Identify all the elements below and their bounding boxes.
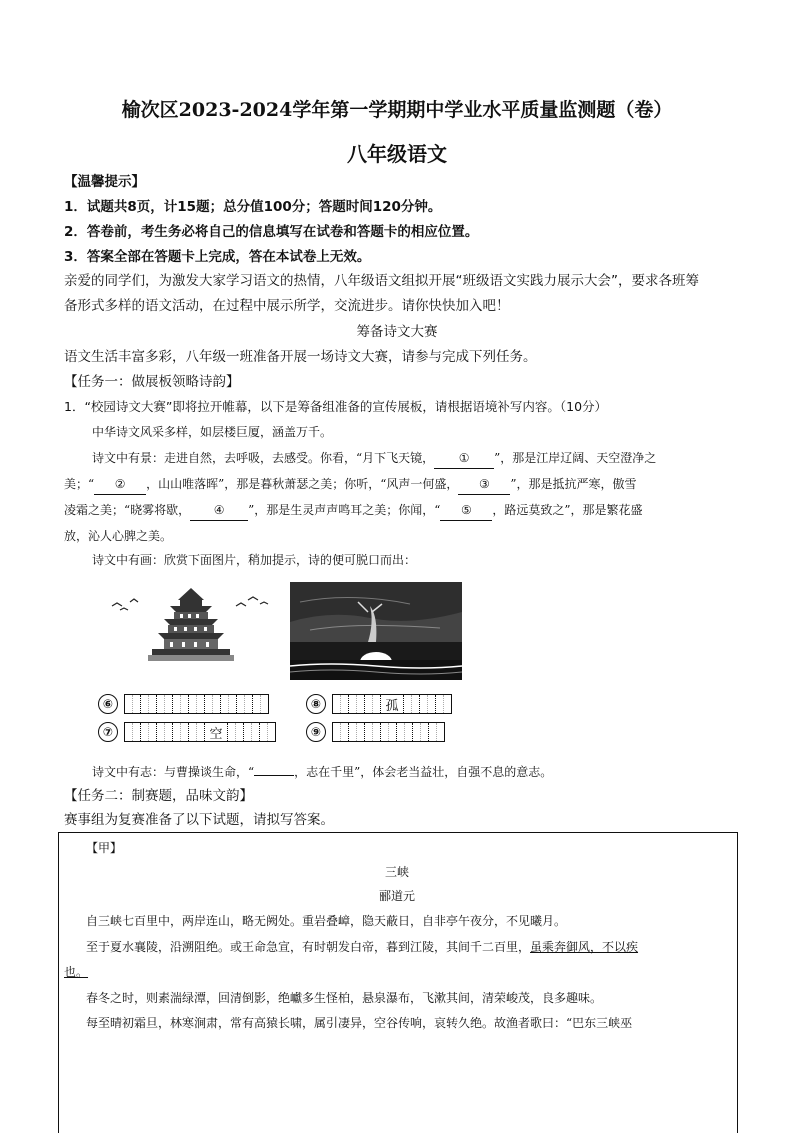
grid-cell[interactable] bbox=[221, 695, 237, 713]
grid-cell[interactable] bbox=[173, 723, 189, 741]
blank-10[interactable] bbox=[254, 775, 294, 776]
grid-number: ⑦ bbox=[98, 722, 118, 742]
grid-cell[interactable] bbox=[420, 695, 436, 713]
grid-boxes[interactable] bbox=[332, 694, 452, 714]
grid-cell[interactable] bbox=[141, 723, 157, 741]
task1-label: 【任务一：做展板领略诗韵】 bbox=[64, 374, 240, 390]
passage-line: 自三峡七百里中，两岸连山，略无阙处。重岩叠嶂，隐天蔽日，自非亭午夜分，不见曦月。 bbox=[86, 914, 567, 928]
passage-line: 春冬之时，则素湍绿潭，回清倒影，绝巘多生怪柏，悬泉瀑布，飞漱其间，清荣峻茂，良多趣味。 bbox=[86, 991, 603, 1005]
blank-3[interactable]: ③ bbox=[458, 474, 510, 495]
passage-title: 三峡 bbox=[384, 865, 409, 879]
question-1: 1．“校园诗文大赛”即将拉开帷幕，以下是筹备组准备的宣传展板，请根据语境补写内容。（10分） bbox=[64, 399, 608, 414]
grid-cell[interactable] bbox=[253, 695, 268, 713]
grid-cell[interactable] bbox=[413, 723, 429, 741]
passage-author: 郦道元 bbox=[378, 889, 415, 903]
sunset-river-image bbox=[290, 582, 462, 680]
board-line: 放，沁人心脾之美。 bbox=[64, 529, 173, 543]
grid-cell[interactable] bbox=[333, 723, 349, 741]
grid-cell[interactable]: 空 bbox=[205, 723, 228, 741]
blank-5[interactable]: ⑤ bbox=[440, 500, 492, 521]
intro-line: 备形式多样的语文活动，在过程中展示所学，交流进步。请你快快加入吧！ bbox=[64, 298, 510, 314]
grid-cell[interactable] bbox=[333, 695, 349, 713]
grid-cell[interactable] bbox=[436, 695, 451, 713]
answer-grid-9[interactable] bbox=[306, 722, 445, 742]
grid-boxes[interactable] bbox=[332, 722, 445, 742]
tip-item: 2．答卷前，考生务必将自己的信息填写在试卷和答题卡的相应位置。 bbox=[64, 224, 479, 240]
grid-boxes[interactable] bbox=[124, 694, 269, 714]
passage-line: 每至晴初霜旦，林寒涧肃，常有高猿长啸，属引凄异，空谷传响，哀转久绝。故渔者歌曰：“巴东三峡巫 bbox=[86, 1016, 633, 1030]
grid-cell[interactable] bbox=[125, 723, 141, 741]
tip-item: 3．答案全部在答题卡上完成，答在本试卷上无效。 bbox=[64, 249, 371, 265]
blank-4[interactable]: ④ bbox=[190, 500, 248, 521]
grid-cell[interactable] bbox=[125, 695, 141, 713]
grid-cell[interactable] bbox=[141, 695, 157, 713]
grid-cell[interactable] bbox=[349, 723, 365, 741]
grid-cell[interactable] bbox=[260, 723, 275, 741]
task2-label: 【任务二：制赛题，品味文韵】 bbox=[64, 788, 253, 804]
passage-line: 也。 bbox=[64, 965, 89, 979]
grid-cell[interactable] bbox=[244, 723, 260, 741]
board-line: 凌霜之美；“晓雾将歇， ④ ”，那是生灵声声鸣耳之美；你闻，“ ⑤ ，路远莫致之”，那是繁花盛 bbox=[64, 500, 744, 521]
grid-number: ⑥ bbox=[98, 694, 118, 714]
exam-title: 榆次区2023-2024学年第一学期期中学业水平质量监测题（卷） bbox=[121, 99, 673, 121]
grid-cell[interactable] bbox=[189, 723, 205, 741]
section-intro: 语文生活丰富多彩，八年级一班准备开展一场诗文大赛，请参与完成下列任务。 bbox=[64, 349, 537, 365]
grid-cell[interactable] bbox=[228, 723, 244, 741]
grid-cell[interactable] bbox=[189, 695, 205, 713]
tips-label: 【温馨提示】 bbox=[64, 174, 145, 190]
yellow-crane-tower-image bbox=[108, 586, 274, 664]
passage-line: 至于夏水襄陵，沿溯阻绝。或王命急宣，有时朝发白帝，暮到江陵，其间千二百里，虽乘奔御风，不以疾 bbox=[86, 940, 639, 954]
tip-item: 1．试题共8页，计15题；总分值100分；答题时间120分钟。 bbox=[64, 199, 442, 215]
grid-cell[interactable]: 孤 bbox=[381, 695, 404, 713]
answer-grid-6[interactable] bbox=[98, 694, 269, 714]
grid-cell[interactable] bbox=[237, 695, 253, 713]
grid-cell[interactable] bbox=[397, 723, 413, 741]
grid-cell[interactable] bbox=[381, 723, 397, 741]
grid-cell[interactable] bbox=[365, 723, 381, 741]
exam-subject: 八年级语文 bbox=[347, 142, 447, 166]
passage-tag: 【甲】 bbox=[86, 841, 123, 855]
grid-cell[interactable] bbox=[404, 695, 420, 713]
task2-intro: 赛事组为复赛准备了以下试题，请拟写答案。 bbox=[64, 812, 334, 828]
board-line: 诗文中有志：与曹操谈生命，“ ，志在千里”，体会老当益壮，自强不息的意志。 bbox=[92, 765, 553, 779]
board-line: 诗文中有景：走进自然，去呼吸，去感受。你看，“月下飞天镜， ① ”，那是江岸辽阔、天空澄净之 bbox=[92, 448, 772, 469]
grid-cell[interactable] bbox=[349, 695, 365, 713]
blank-2[interactable]: ② bbox=[94, 474, 146, 495]
intro-line: 亲爱的同学们，为激发大家学习语文的热情，八年级语文组拟开展“班级语文实践力展示大会”，要求各班筹 bbox=[64, 273, 699, 289]
grid-cell[interactable] bbox=[157, 695, 173, 713]
board-line: 诗文中有画：欣赏下面图片，稍加提示，诗的便可脱口而出： bbox=[92, 553, 417, 567]
board-line: 中华诗文风采多样，如层楼巨厦，涵盖万千。 bbox=[92, 425, 333, 439]
grid-number: ⑧ bbox=[306, 694, 326, 714]
grid-cell[interactable] bbox=[429, 723, 444, 741]
grid-number: ⑨ bbox=[306, 722, 326, 742]
board-line: 美；“ ② ，山山唯落晖”，那是暮秋萧瑟之美；你听，“风声一何盛， ③ ”，那是抵抗严寒，傲雪 bbox=[64, 474, 744, 495]
answer-grid-8[interactable] bbox=[306, 694, 452, 714]
grid-cell[interactable] bbox=[365, 695, 381, 713]
answer-grid-7[interactable] bbox=[98, 722, 276, 742]
grid-cell[interactable] bbox=[173, 695, 189, 713]
grid-boxes[interactable] bbox=[124, 722, 276, 742]
blank-1[interactable]: ① bbox=[434, 448, 494, 469]
grid-cell[interactable] bbox=[157, 723, 173, 741]
grid-cell[interactable] bbox=[205, 695, 221, 713]
section-title: 筹备诗文大赛 bbox=[356, 324, 438, 340]
